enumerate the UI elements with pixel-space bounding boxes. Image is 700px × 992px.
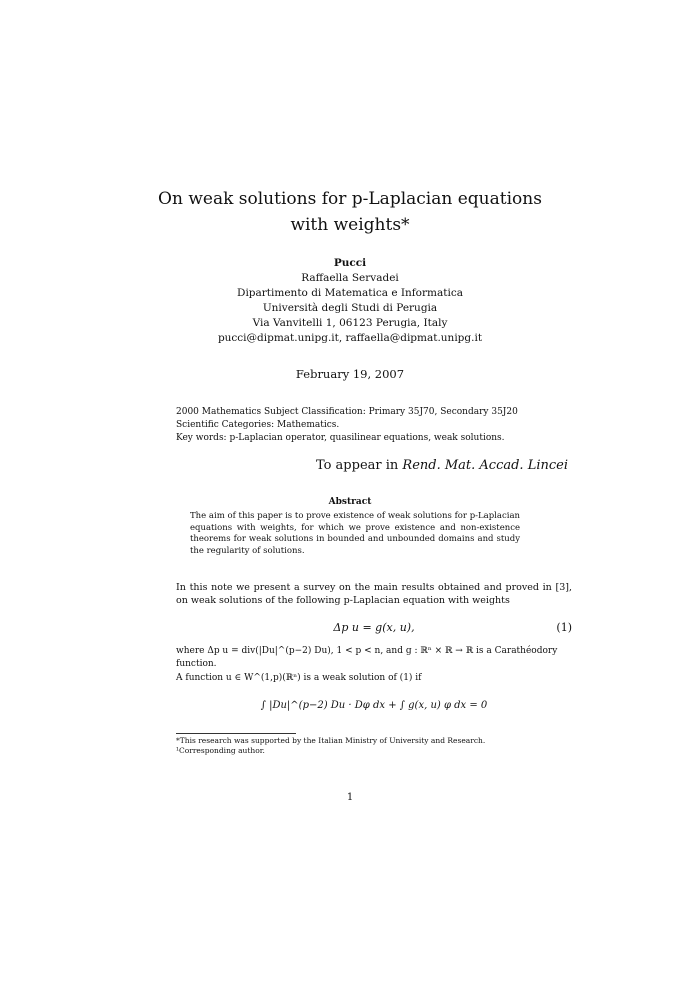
page-number: 1 xyxy=(346,792,354,803)
author-2: Raffaella Servadei xyxy=(301,272,399,284)
footnote-2: ¹Corresponding author. xyxy=(176,745,265,755)
affiliation-line-3: Via Vanvitelli 1, 06123 Perugia, Italy xyxy=(252,317,448,329)
intro-paragraph: In this note we present a survey on the main results obtained and proved in [3], on weak solutions of the following p-Laplacian equation with weights xyxy=(176,582,572,606)
to-appear-prefix: To appear in xyxy=(315,458,399,473)
abstract-heading: Abstract xyxy=(328,497,372,507)
abstract-text: The aim of this paper is to prove existence of weak solutions for p-Laplacian equations with weights, for which we prove existence and non-existence theorems for weak solutions in bounded and unbounded domains and study the regularity of solutions. xyxy=(190,511,520,556)
title-line-2: with weights* xyxy=(290,215,410,235)
definition-paragraph: A function u ∈ W^(1,p)(ℝⁿ) is a weak solution of (1) if xyxy=(176,673,422,683)
affiliation-line-1: Dipartimento di Matematica e Informatica xyxy=(237,287,463,299)
author-1: Pucci xyxy=(333,257,367,269)
author-block xyxy=(0,256,700,346)
equation-1-tag: (1) xyxy=(556,621,572,634)
equation-1-expression: Δp u = g(x, u), xyxy=(333,621,415,634)
to-appear-note xyxy=(316,458,568,473)
footnote-1: *This research was supported by the Italian Ministry of University and Research. xyxy=(176,736,486,745)
classification-block xyxy=(176,406,576,445)
keywords: Key words: p-Laplacian operator, quasilinear equations, weak solutions. xyxy=(176,433,505,443)
subject-category: Scientific Categories: Mathematics. xyxy=(176,420,340,430)
paper-title xyxy=(0,186,700,238)
paper-date: February 19, 2007 xyxy=(295,367,405,381)
footnotes xyxy=(176,736,572,755)
affiliation-line-2: Università degli Studi di Perugia xyxy=(262,302,438,314)
journal-name: Rend. Mat. Accad. Lincei xyxy=(402,458,568,473)
equation-2: ∫ |Du|^(p−2) Du · Dφ dx + ∫ g(x, u) φ dx = 0 xyxy=(260,700,488,711)
affiliation-email: pucci@dipmat.unipg.it, raffaella@dipmat.unipg.it xyxy=(217,332,483,344)
where-paragraph: where Δp u = div(|Du|^(p−2) Du), 1 < p < n, and g : ℝⁿ × ℝ → ℝ is a Carathéodory function. xyxy=(176,646,558,669)
title-line-1: On weak solutions for p-Laplacian equations xyxy=(158,189,542,209)
msc-classification: 2000 Mathematics Subject Classification: Primary 35J70, Secondary 35J20 xyxy=(176,407,518,417)
footnote-rule xyxy=(176,733,296,734)
